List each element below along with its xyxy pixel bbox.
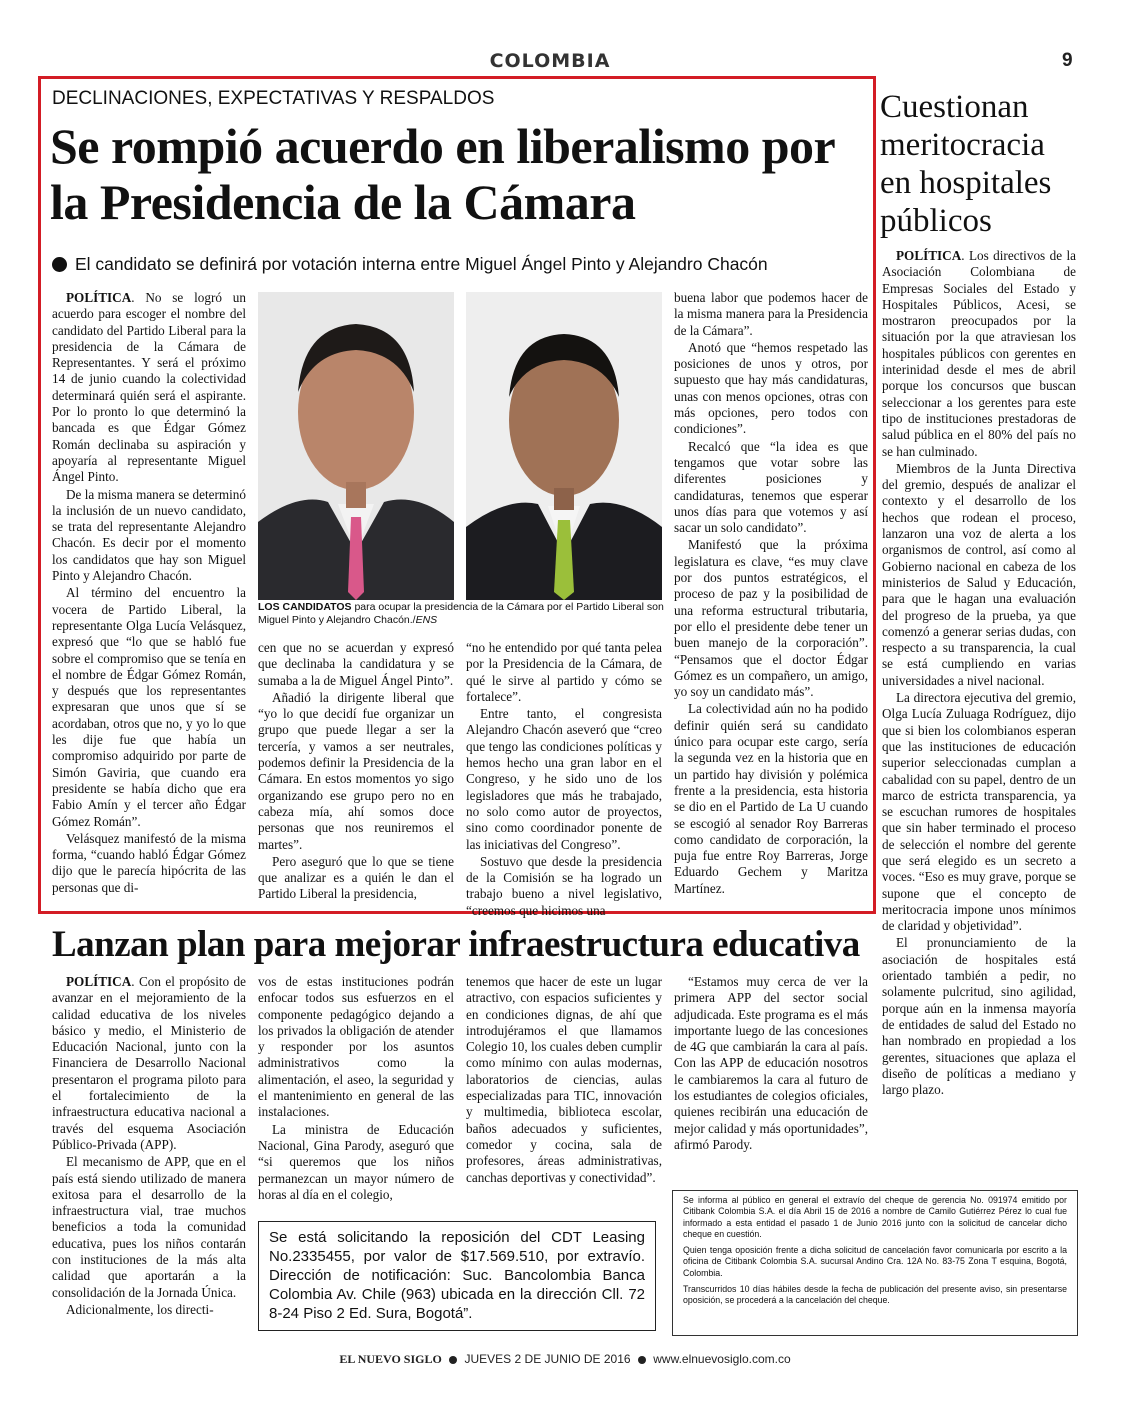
main-article-column-3 [466, 640, 662, 918]
paragraph: Velásquez manifestó de la misma forma, “cuando habló Édgar Gómez dijo que le parecía hipócrita de las personas que di- [52, 830, 246, 895]
paragraph: Al término del encuentro la vocera de Partido Liberal, la representante Olga Lucía Velásquez, expresó que “lo que se habló fue sobre el compromiso que se tenía en el nombre de Édgar Gómez Román, y después que los representantes expresaran que unos que sí se acordaban, otros que no, y yo lo que les dije fue que había un compromiso adquirido por parte de Simón Gaviria, que cuando era presidente se había dicho que era Fabio Amín y el tercer año Édgar Gómez Román”. [52, 585, 246, 829]
cdt-notice [258, 1221, 656, 1331]
caption-text: para ocupar la presidencia de la Cámara por el Partido Liberal son Miguel Pinto y Alejandro Chacón./ [258, 601, 664, 626]
lower-article-column-2 [258, 974, 454, 1202]
footer-brand: EL NUEVO SIGLO [339, 1352, 442, 1366]
paragraph: Miembros de la Junta Directiva del gremio, después de analizar el contexto y el desarrollo de los hechos que rodean el proceso, lanzaron una voz de alerta a los organismos de control, así como al Gobierno nacional en cabeza de los ministerios de Salud y Educación, para que le hagan una evaluación del progreso de la prueba, ya que comenzó a generar serias dudas, con respecto a su transparencia, la cual se está cumpliendo en varias universidades a nivel nacional. [882, 460, 1076, 688]
paragraph: Adicionalmente, los directi- [66, 1301, 214, 1317]
page-footer [0, 1352, 1130, 1367]
paragraph: Manifestó que la próxima legislatura es clave, “es muy clave por dos puntos estratégicos, el proceso de paz y la posibilidad de una reforma estructural tributaria, por ello el presidente debe tener un buen manejo de la corporación”. “Pensamos que el doctor Édgar Gómez es un compañero, un amigo, yo soy un candidato más”. [674, 537, 868, 700]
page-number: 9 [1062, 50, 1073, 71]
footer-url: www.elnuevosiglo.com.co [653, 1352, 791, 1366]
lower-article-headline: Lanzan plan para mejorar infraestructura educativa [52, 924, 860, 965]
paragraph: . Con el propósito de avanzar en el mejoramiento de la calidad educativa de los niveles básico y medio, el Ministerio de Educación Nacional, junto con la Financiera de Desarrollo Nacional presentaron el programa piloto para el fortalecimiento de la infraestructura educativa nacional a través del esquema Asociación Público-Privada (APP). [52, 974, 246, 1152]
paragraph: vos de estas instituciones podrán enfocar todos sus esfuerzos en el componente pedagógico dejando a los privados la obligación de atender y responder por los asuntos administrativos como la alimentación, el aseo, la seguridad y el mantenimiento en general de las instalaciones. [258, 974, 454, 1120]
footer-date: JUEVES 2 DE JUNIO DE 2016 [464, 1352, 631, 1366]
legal-paragraph: Transcurridos 10 días hábiles desde la fecha de publicación del presente aviso, sin presentarse oposición, se procederá a la cancelación del cheque. [683, 1284, 1067, 1306]
paragraph: La directora ejecutiva del gremio, Olga Lucía Zuluaga Rodríguez, dijo que si bien los colombianos esperan que las instituciones de educación superior seleccionadas cumplan a cabalidad con su papel, dentro de un marco de estricta transparencia, ya se escuchan rumores de hospitales que sin haber terminado el proceso de selección el nombre del gerente que será elegido es un secreto a voces. “Eso es muy grave, porque se supone que el concepto de meritocracia impone unos mínimos de claridad y objetividad”. [882, 690, 1076, 934]
main-article-subhead [52, 254, 768, 275]
legal-notice [672, 1190, 1078, 1336]
section-label: COLOMBIA [489, 50, 611, 72]
paragraph: La colectividad aún no ha podido definir quién será su candidato único para ocupar este cargo, sería la segunda vez en la historia que en un partido hay división y polémica frente a la presidencia, esta historia se dio en el Partido de La U cuando se escogió al senador Roy Barreras como candidato de corporación, la puja fue entre Roy Barreras, Jorge Eduardo Gechem y Maritza Martínez. [674, 701, 868, 896]
lead-tag: POLÍTICA [66, 974, 132, 989]
lower-article-column-1 [52, 974, 246, 1340]
photo-caption [258, 601, 670, 627]
lower-article-column-3 [466, 974, 662, 1202]
lead-tag: POLÍTICA [896, 248, 962, 263]
paragraph: El pronunciamiento de la asociación de hospitales está orientado también a pedir, no solamente pulcritud, sino agilidad, porque aún en la inmensa mayoría de entidades de salud del Estado no han nombrado en propiedad a los gerentes, situaciones que aplaza el diseño de políticas a mediano y largo plazo. [882, 935, 1076, 1098]
paragraph: De la misma manera se determinó la inclusión de un nuevo candidato, se trata del representante Alejandro Chacón. Es decir por el momento los candidatos que hay son Miguel Pinto y Alejandro Chacón. [52, 486, 246, 584]
paragraph: . No se logró un acuerdo para escoger el nombre del candidato del Partido Liberal para la presidencia de la Cámara de Representantes. Y será el próximo 14 de junio cuando la colectividad determinará quién será el aspirante. Por lo pronto lo que determinó la bancada es que Édgar Gómez Román declinaba su aspiración y apoyaría al representante Miguel Ángel Pinto. [52, 290, 246, 485]
main-article-kicker: DECLINACIONES, EXPECTATIVAS Y RESPALDOS [52, 88, 495, 109]
paragraph: “no he entendido por qué tanta pelea por la Presidencia de la Cámara, de qué le sirve al partido y cómo se fortalece”. [466, 640, 662, 704]
paragraph: Añadió la dirigente liberal que “yo lo que decidí fue organizar un grupo que puede llegar a ser la tercería, y vamos a ser neutrales, podemos definir la Presidencia de la Cámara. En estos momentos yo sigo organizando ese grupo pero no en cabeza mía, ahí somos doce personas que nos reuniremos el martes”. [258, 689, 454, 852]
candidate-photo-chacon [466, 292, 662, 600]
paragraph: cen que no se acuerdan y expresó que declinaba la candidatura y se sumaba a la de Miguel Ángel Pinto”. [258, 640, 454, 688]
side-article-column [882, 248, 1076, 1168]
main-article-headline: Se rompió acuerdo en liberalismo por la Presidencia de la Cámara [50, 118, 835, 230]
paragraph: . Los directivos de la Asociación Colombiana de Empresas Sociales del Estado y Hospitales Públicos, Acesi, se mostraron preocupados por la situación por la que atraviesan los hospitales públicos con gerentes en interinidad desde el mes de abril porque los concursos que buscan seleccionar a los gerentes para este tipo de instituciones prestadoras de salud pública en el 80% del país no se han culminado. [882, 248, 1076, 459]
paragraph: Sostuvo que desde la presidencia de la Comisión se ha logrado un trabajo bueno a nivel legislativo, “creemos que hicimos una [466, 853, 662, 918]
subhead-text: El candidato se definirá por votación interna entre Miguel Ángel Pinto y Alejandro Chacón [75, 254, 768, 274]
paragraph: La ministra de Educación Nacional, Gina Parody, aseguró que “si queremos que los niños permanezcan un mayor número de horas al día en el colegio, [258, 1121, 454, 1202]
caption-credit: ENS [415, 614, 438, 626]
paragraph: Entre tanto, el congresista Alejandro Chacón aseveró que “creo que tengo las condiciones políticas y hemos hecho una gran labor en el Congreso, y he sido uno de los legisladores que más he trabajado, no solo como autor de proyectos, sino como coordinador ponente de las iniciativas del Congreso”. [466, 706, 662, 852]
notice-text: Se está solicitando la reposición del CDT Leasing No.2335455, por valor de $17.569.510, por extravío. Dirección de notificación: Suc. Bancolombia Banca Colombia Av. Chile (963) ubicada en la dirección Cll. 72 8-24 Piso 2 Ed. Sura, Bogotá”. [269, 1229, 645, 1322]
lower-article-column-4 [674, 974, 868, 1174]
side-article-headline: Cuestionan meritocracia en hospitales públicos [880, 89, 1052, 239]
legal-paragraph: Se informa al público en general el extravío del cheque de gerencia No. 091974 emitido por Citibank Colombia S.A. el día Abril 15 de 2016 a nombre de Camilo Gutiérrez Pérez lo cual fue informado a esta entidad el pasado 1 de Junio 2016 junto con la solicitud de cancelar dicho cheque en cuestión. [683, 1195, 1067, 1239]
paragraph: “Estamos muy cerca de ver la primera APP del sector social adjudicada. Este programa es el más importante luego de las concesiones de 4G que cambiarán la cara al país. Con las APP de educación nosotros le cambiaremos la cara al futuro de los estudiantes de colegios oficiales, quienes recibirán una educación de mejor calidad y más oportunidades”, afirmó Parody. [674, 974, 868, 1152]
paragraph: tenemos que hacer de este un lugar atractivo, con espacios suficientes y en condiciones dignas, de ahí que introdujéramos el que llamamos Colegio 10, los cuales deben cumplir como mínimo con aulas modernas, laboratorios de ciencias, aulas especializadas para TIC, innovación y multimedia, biblioteca escolar, baños adecuados y suficientes, comedor y cocina, sala de profesores, áreas administrativas, canchas deportivas y conectividad”. [466, 974, 662, 1185]
main-article-column-4 [674, 290, 868, 908]
bullet-icon [638, 1356, 646, 1364]
paragraph: Recalcó que “la idea es que tengamos que votar sobre las diferentes posiciones y candidaturas, tenemos que esperar unos días para que votemos y así sacar un solo candidato”. [674, 438, 868, 536]
caption-label: LOS CANDIDATOS [258, 601, 352, 613]
lead-tag: POLÍTICA [66, 290, 132, 305]
paragraph: El mecanismo de APP, que en el país está siendo utilizado de manera exitosa para el desarrollo de la infraestructura vial, trae muchos beneficios a toda la comunidad educativa, pues los niños contarán con instituciones de la más alta calidad que aportarán a la consolidación de la Jornada Única. [52, 1154, 246, 1300]
main-article-column-2 [258, 640, 454, 908]
paragraph: buena labor que podemos hacer de la misma manera para la Presidencia de la Cámara”. [674, 290, 868, 338]
bullet-icon [449, 1356, 457, 1364]
candidate-photo-pinto [258, 292, 454, 600]
bullet-icon [52, 257, 67, 272]
paragraph: Pero aseguró que lo que se tiene que analizar es a quién le dan el Partido Liberal la presidencia, [258, 853, 454, 902]
legal-paragraph: Quien tenga oposición frente a dicha solicitud de cancelación favor comunicarla por escrito a la oficina de Citibank Colombia S.A. sucursal Andino Cra. 12A No. 83-75 Zona T esquina, Bogotá, Colombia. [683, 1245, 1067, 1278]
paragraph: Anotó que “hemos respetado las posiciones de unos y otros, por supuesto que hay más candidaturas, unas con menos opciones, otras con más opciones, pero todos con condiciones”. [674, 339, 868, 437]
main-article-column-1 [52, 290, 246, 906]
